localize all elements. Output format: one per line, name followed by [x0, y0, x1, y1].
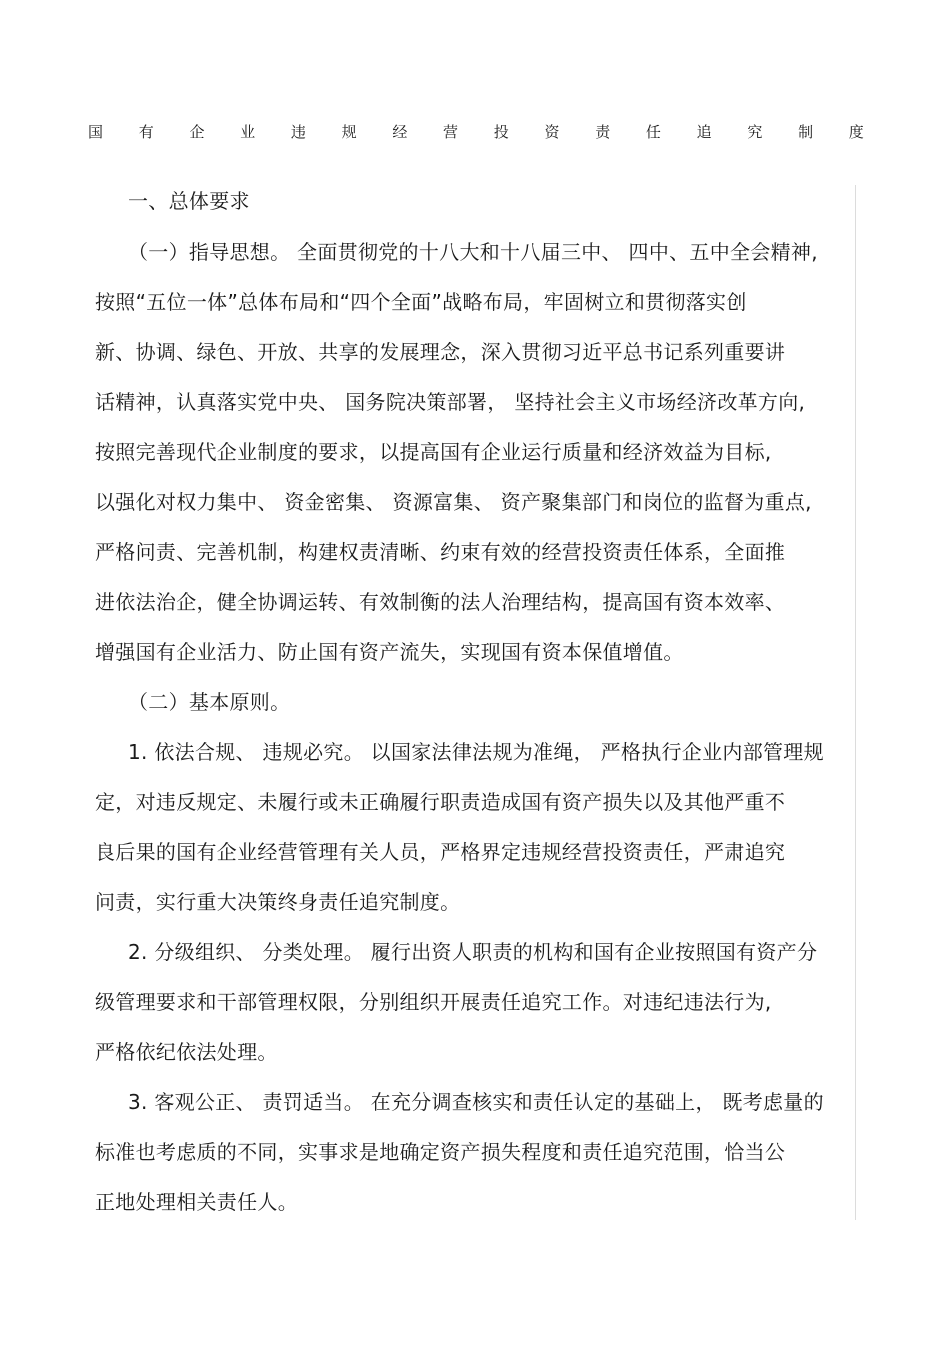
title-char: 经	[392, 123, 408, 141]
document-title	[88, 122, 864, 142]
title-char: 责	[595, 123, 611, 141]
paragraph-line: 问责，实行重大决策终身责任追究制度。	[95, 890, 461, 914]
paragraph-line: 进依法治企，健全协调运转、有效制衡的法人治理结构，提高国有资本效率、	[95, 590, 786, 614]
paragraph-line: 定，对违反规定、未履行或未正确履行职责造成国有资产损失以及其他严重不	[95, 790, 786, 814]
title-char: 营	[443, 123, 459, 141]
paragraph-line: 一、总体要求	[128, 189, 250, 213]
title-char: 追	[696, 123, 712, 141]
title-char: 企	[189, 123, 205, 141]
paragraph-line: 严格问责、完善机制，构建权责清晰、约束有效的经营投资责任体系，全面推	[95, 540, 786, 564]
paragraph-line: 良后果的国有企业经营管理有关人员，严格界定违规经营投资责任，严肃追究	[95, 840, 786, 864]
paragraph-line: （一）指导思想。 全面贯彻党的十八大和十八届三中、 四中、五中全会精神,	[128, 240, 818, 264]
title-char: 制	[798, 123, 814, 141]
paragraph-line: 新、协调、绿色、开放、共享的发展理念，深入贯彻习近平总书记系列重要讲	[95, 340, 786, 364]
margin-rule	[855, 185, 856, 1220]
title-char: 究	[747, 123, 763, 141]
paragraph-line: 增强国有企业活力、防止国有资产流失，实现国有资本保值增值。	[95, 640, 684, 664]
paragraph-line: （二）基本原则。	[128, 690, 291, 714]
paragraph-line: 正地处理相关责任人。	[95, 1190, 298, 1214]
title-char: 违	[290, 123, 306, 141]
title-char: 投	[493, 123, 509, 141]
paragraph-line: 以强化对权力集中、 资金密集、 资源富集、 资产聚集部门和岗位的监督为重点,	[95, 490, 812, 514]
paragraph-line: 2. 分级组织、 分类处理。 履行出资人职责的机构和国有企业按照国有资产分	[128, 940, 818, 964]
title-char: 任	[645, 123, 661, 141]
title-char: 国	[88, 123, 104, 141]
title-char: 资	[544, 123, 560, 141]
title-char: 业	[240, 123, 256, 141]
paragraph-line: 3. 客观公正、 责罚适当。 在充分调查核实和责任认定的基础上， 既考虑量的	[128, 1090, 824, 1114]
paragraph-line: 按照“五位一体”总体布局和“四个全面”战略布局，牢固树立和贯彻落实创	[95, 290, 747, 314]
paragraph-line: 标准也考虑质的不同，实事求是地确定资产损失程度和责任追究范围，恰当公	[95, 1140, 786, 1164]
paragraph-line: 话精神，认真落实党中央、 国务院决策部署， 坚持社会主义市场经济改革方向,	[95, 390, 806, 414]
paragraph-line: 按照完善现代企业制度的要求，以提高国有企业运行质量和经济效益为目标,	[95, 440, 772, 464]
paragraph-line: 严格依纪依法处理。	[95, 1040, 278, 1064]
title-char: 规	[341, 123, 357, 141]
title-char: 度	[848, 123, 864, 141]
title-char: 有	[138, 123, 154, 141]
paragraph-line: 级管理要求和干部管理权限，分别组织开展责任追究工作。对违纪违法行为,	[95, 990, 772, 1014]
paragraph-line: 1. 依法合规、 违规必究。 以国家法律法规为准绳， 严格执行企业内部管理规	[128, 740, 824, 764]
